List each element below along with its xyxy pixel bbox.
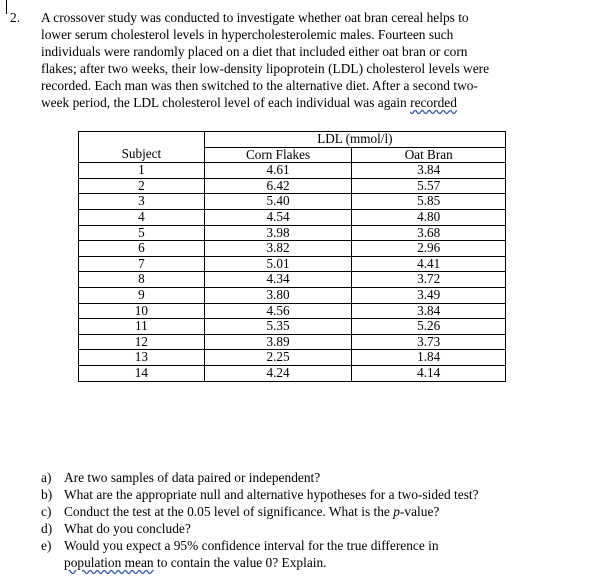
- cell-subject: 10: [79, 303, 205, 319]
- table-row: [79, 272, 506, 288]
- cell-corn-flakes: 5.01: [204, 256, 352, 272]
- cell-corn-flakes: 5.40: [204, 194, 352, 210]
- sub-question-label: a): [41, 470, 52, 485]
- table-row: [79, 194, 506, 210]
- cell-oat-bran: 3.84: [352, 303, 506, 319]
- cell-oat-bran: 1.84: [352, 350, 506, 366]
- table-row: [79, 209, 506, 225]
- table-header-group-row: [79, 132, 506, 148]
- sub-question-c: [41, 504, 439, 521]
- cell-oat-bran: 3.68: [352, 225, 506, 241]
- sub-question-text: What do you conclude?: [64, 521, 191, 536]
- question-line-3: individuals were randomly placed on a diet that included either oat bran or corn: [41, 44, 468, 59]
- cell-subject: 3: [79, 194, 205, 210]
- cell-corn-flakes: 2.25: [204, 350, 352, 366]
- cell-subject: 12: [79, 334, 205, 350]
- cell-subject: 8: [79, 272, 205, 288]
- cell-subject: 11: [79, 319, 205, 335]
- cell-subject: 7: [79, 256, 205, 272]
- table-row: [79, 178, 506, 194]
- cell-oat-bran: 3.49: [352, 287, 506, 303]
- sub-question-d: [41, 521, 191, 538]
- table-row: [79, 225, 506, 241]
- cell-corn-flakes: 5.35: [204, 319, 352, 335]
- table-row: [79, 163, 506, 179]
- cell-subject: 6: [79, 241, 205, 257]
- text-cursor: [6, 0, 7, 14]
- sub-question-label: e): [41, 538, 52, 553]
- cell-corn-flakes: 3.98: [204, 225, 352, 241]
- question-line-6-text: week period, the LDL cholesterol level of each individual was again: [41, 95, 411, 110]
- cell-oat-bran: 5.85: [352, 194, 506, 210]
- sub-question-a: [41, 470, 320, 487]
- col-header-corn-flakes: Corn Flakes: [204, 147, 352, 163]
- cell-corn-flakes: 3.89: [204, 334, 352, 350]
- cell-subject: 13: [79, 350, 205, 366]
- cell-oat-bran: 4.14: [352, 365, 506, 381]
- ldl-group-header: LDL (mmol/l): [204, 132, 505, 148]
- cell-subject: 5: [79, 225, 205, 241]
- cell-subject: 1: [79, 163, 205, 179]
- sub-question-text-end: to contain the value 0? Explain.: [153, 555, 327, 570]
- sub-question-label: d): [41, 521, 53, 536]
- question-line-2: lower serum cholesterol levels in hypercholesterolemic males. Fourteen such: [41, 27, 454, 42]
- cell-corn-flakes: 4.56: [204, 303, 352, 319]
- sub-question-label: c): [41, 504, 52, 519]
- table-row: [79, 287, 506, 303]
- cell-subject: 9: [79, 287, 205, 303]
- cell-subject: 14: [79, 365, 205, 381]
- table-row: [79, 350, 506, 366]
- cell-corn-flakes: 3.80: [204, 287, 352, 303]
- cell-oat-bran: 3.73: [352, 334, 506, 350]
- table-column-header-row: [79, 147, 506, 163]
- sub-question-text: Are two samples of data paired or independent?: [64, 470, 321, 485]
- p-value-italic: p: [393, 504, 400, 519]
- cell-oat-bran: 5.26: [352, 319, 506, 335]
- spellcheck-phrase: population mean: [64, 555, 154, 570]
- cell-corn-flakes: 4.34: [204, 272, 352, 288]
- cell-corn-flakes: 4.54: [204, 209, 352, 225]
- sub-question-text: What are the appropriate null and alternative hypotheses for a two-sided test?: [64, 487, 479, 502]
- cell-corn-flakes: 4.24: [204, 365, 352, 381]
- table-row: [79, 319, 506, 335]
- table-row: [79, 334, 506, 350]
- spellcheck-word: recorded: [410, 95, 457, 110]
- cell-subject: 4: [79, 209, 205, 225]
- question-line-4: flakes; after two weeks, their low-density lipoprotein (LDL) cholesterol levels were: [41, 61, 490, 76]
- sub-question-text: Would you expect a 95% confidence interval for the true difference in: [64, 538, 439, 553]
- sub-question-b: [41, 487, 479, 504]
- ldl-table: [78, 131, 506, 382]
- question-number: 2.: [10, 10, 21, 25]
- sub-question-e-continued: [64, 555, 327, 572]
- cell-oat-bran: 3.72: [352, 272, 506, 288]
- question-line-6: [41, 94, 457, 111]
- cell-oat-bran: 3.84: [352, 163, 506, 179]
- table-row: [79, 303, 506, 319]
- cell-oat-bran: 4.41: [352, 256, 506, 272]
- cell-subject: 2: [79, 178, 205, 194]
- table-row: [79, 365, 506, 381]
- header-blank-cell: [79, 132, 205, 148]
- cell-corn-flakes: 4.61: [204, 163, 352, 179]
- cell-oat-bran: 5.57: [352, 178, 506, 194]
- question-line-1: A crossover study was conducted to investigate whether oat bran cereal helps to: [41, 10, 469, 25]
- cell-oat-bran: 4.80: [352, 209, 506, 225]
- table-row: [79, 241, 506, 257]
- table-row: [79, 256, 506, 272]
- col-header-subject: Subject: [79, 147, 205, 163]
- question-line-5: recorded. Each man was then switched to the alternative diet. After a second two-: [41, 78, 478, 93]
- sub-question-text: Conduct the test at the 0.05 level of significance. What is the: [64, 504, 394, 519]
- sub-question-label: b): [41, 487, 53, 502]
- cell-oat-bran: 2.96: [352, 241, 506, 257]
- col-header-oat-bran: Oat Bran: [352, 147, 506, 163]
- sub-question-text-end: -value?: [399, 504, 440, 519]
- cell-corn-flakes: 3.82: [204, 241, 352, 257]
- sub-question-e: [41, 538, 439, 555]
- cell-corn-flakes: 6.42: [204, 178, 352, 194]
